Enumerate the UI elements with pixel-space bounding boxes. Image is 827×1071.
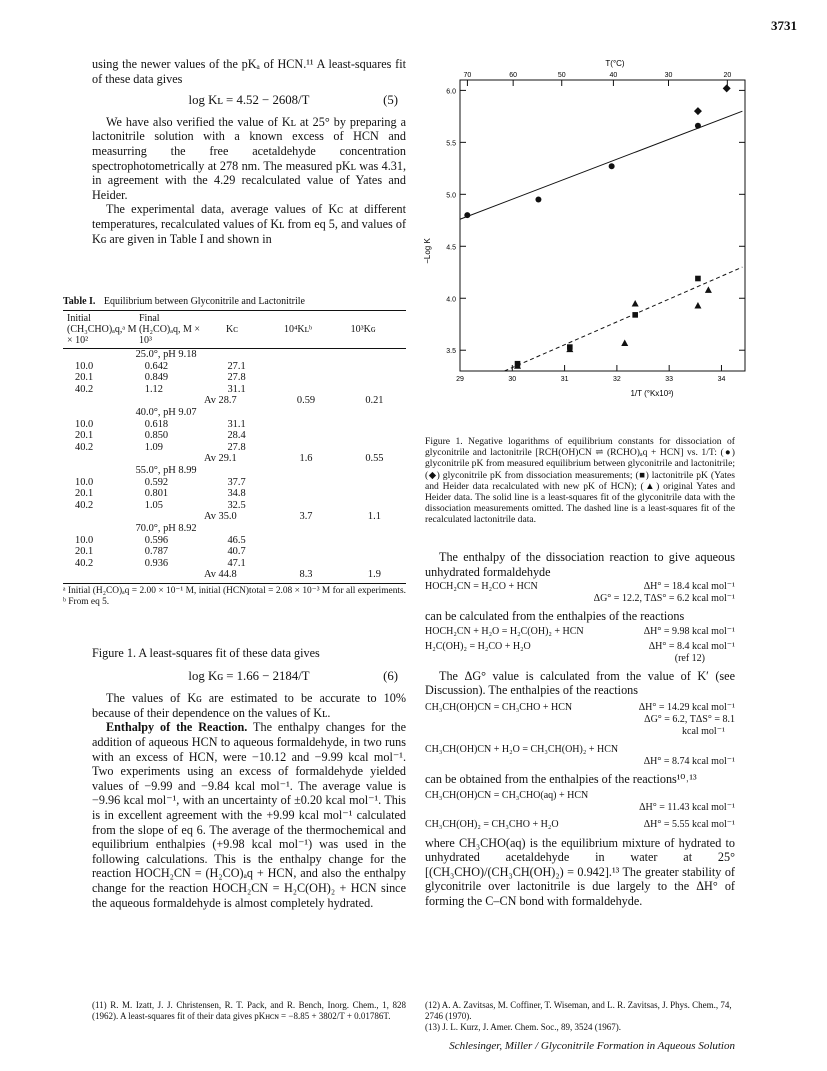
th-kl: 10⁴Kʟᵇ bbox=[283, 324, 313, 335]
equation-5-number: (5) bbox=[383, 93, 398, 108]
table-cell: 40.2 bbox=[75, 499, 94, 511]
table-cell: 0.596 bbox=[144, 534, 169, 546]
reaction-4 bbox=[425, 702, 735, 738]
th-kc: Kᴄ bbox=[225, 324, 238, 335]
reaction-2-equation: HOCH₂CN + H₂O = H₂C(OH)₂ + HCN bbox=[425, 625, 584, 637]
triangle-point bbox=[694, 302, 701, 309]
table-cell: 1.12 bbox=[144, 383, 163, 395]
x-tick-label: 32 bbox=[612, 376, 621, 383]
footnotes-right bbox=[425, 1000, 735, 1033]
equation-5 bbox=[92, 93, 406, 108]
table-cell: 10.0 bbox=[75, 418, 94, 430]
reaction-1-dh: ΔH° = 18.4 kcal mol⁻¹ bbox=[643, 581, 735, 593]
table-cell: 0.787 bbox=[144, 546, 169, 558]
table-caption-text: Equilibrium between Glyconitrile and Lactonitrile bbox=[103, 296, 305, 307]
reaction-3-ref: (ref 12) bbox=[674, 652, 705, 664]
reaction-5-equation: CH₃CH(OH)CN + H₂O = CH₃CH(OH)₂ + HCN bbox=[425, 743, 619, 755]
reaction-4-equation: CH₃CH(OH)CN = CH₃CHO + HCN bbox=[425, 701, 573, 713]
reaction-3 bbox=[425, 641, 735, 665]
table-cell: 10.0 bbox=[75, 476, 94, 488]
table-condition-row bbox=[63, 465, 406, 477]
table-row bbox=[63, 488, 406, 500]
table-average-row bbox=[63, 511, 406, 523]
table-cell: 40.7 bbox=[227, 546, 246, 558]
circle-point bbox=[695, 123, 701, 129]
top-axis-label: T(°C) bbox=[605, 59, 625, 68]
table-average-cell: 0.55 bbox=[365, 453, 384, 465]
left-column-lower bbox=[92, 646, 406, 910]
table-body bbox=[63, 349, 406, 581]
reaction-4-unit: kcal mol⁻¹ bbox=[682, 725, 725, 737]
page-footer: Schlesinger, Miller / Glyconitrile Formation in Aqueous Solution bbox=[449, 1040, 735, 1052]
reaction-5 bbox=[425, 744, 735, 768]
paragraph-dissociation: The enthalpy of the dissociation reaction to give aqueous unhydrated formaldehyde bbox=[425, 550, 735, 579]
th-final: Final (H₂CO)ₐq, M × 10³ bbox=[139, 313, 201, 346]
reaction-4-dh: ΔH° = 14.29 kcal mol⁻¹ bbox=[638, 701, 735, 713]
equation-6 bbox=[92, 669, 406, 684]
y-tick-label: 5.0 bbox=[446, 192, 456, 200]
table-condition-row bbox=[63, 523, 406, 535]
table-row bbox=[63, 546, 406, 558]
table-row bbox=[63, 430, 406, 442]
equation-6-body: log Kɢ = 1.66 − 2184/T bbox=[188, 668, 310, 683]
table-cell: 47.1 bbox=[227, 557, 246, 569]
table-cell: 0.850 bbox=[144, 430, 169, 442]
condition-cell: 40.0°, pH 9.07 bbox=[135, 406, 197, 418]
circle-point bbox=[464, 212, 470, 218]
table-cell: 34.8 bbox=[227, 488, 246, 500]
table-average-cell: 3.7 bbox=[299, 511, 313, 523]
intro-text: using the newer values of the pKₐ of HCN.¹¹ A least-squares fit of these data gives bbox=[92, 57, 406, 86]
y-tick-label: 6.0 bbox=[446, 88, 456, 96]
table-cell: 27.1 bbox=[227, 360, 246, 372]
reaction-2 bbox=[425, 626, 735, 638]
enthalpy-heading: Enthalpy of the Reaction. bbox=[106, 720, 248, 735]
reaction-6 bbox=[425, 790, 735, 814]
table-cell: 20.1 bbox=[75, 430, 94, 442]
table-cell: 27.8 bbox=[227, 372, 246, 384]
reaction-4-dg: ΔG° = 6.2, TΔS° = 8.1 bbox=[644, 713, 735, 725]
table-cell: 37.7 bbox=[227, 476, 246, 488]
table-cell: 1.05 bbox=[144, 499, 163, 511]
paragraph-verify: We have also verified the value of Kʟ at 25° by preparing a lactonitrile solution with a known excess of HCN and measurring the free acetaldehyde concentration spectrophotometrically at 278 nm. The measured pKʟ was 4.31, in agreement with the 4.29 recalculated value of Yates and Heider. bbox=[92, 114, 406, 202]
reaction-1-dg: ΔG° = 12.2, TΔS° = 6.2 kcal mol⁻¹ bbox=[593, 593, 735, 605]
table-average-cell: Av 28.7 bbox=[203, 395, 237, 407]
y-tick-label: 3.5 bbox=[446, 348, 456, 356]
table-average-row bbox=[63, 569, 406, 581]
circle-point bbox=[535, 197, 541, 203]
reaction-7-equation: CH₃CH(OH)₂ = CH₃CHO + H₂O bbox=[425, 818, 559, 830]
fit-line-dashed bbox=[504, 267, 742, 371]
condition-cell: 70.0°, pH 8.92 bbox=[135, 522, 197, 534]
diamond-point bbox=[694, 107, 702, 115]
table-average-row bbox=[63, 395, 406, 407]
square-point bbox=[632, 312, 638, 318]
y-tick-label: 4.5 bbox=[446, 244, 456, 252]
table-average-cell: Av 29.1 bbox=[203, 453, 237, 465]
page-number: 3731 bbox=[771, 18, 797, 33]
reaction-7 bbox=[425, 819, 735, 831]
plot-frame bbox=[460, 80, 745, 371]
top-tick-label: 70 bbox=[463, 72, 472, 79]
table-row bbox=[63, 558, 406, 570]
table-1 bbox=[63, 296, 406, 608]
square-point bbox=[695, 276, 701, 282]
table-header bbox=[63, 311, 406, 348]
circle-point bbox=[609, 163, 615, 169]
table-cell: 1.09 bbox=[144, 441, 163, 453]
table-average-cell: Av 44.8 bbox=[203, 569, 237, 581]
diamond-point bbox=[723, 84, 731, 92]
x-axis-label: 1/T (°Kx10³) bbox=[630, 389, 674, 398]
paragraph-where: where CH₃CHO(aq) is the equilibrium mixture of hydrated to unhydrated acetaldehyde in water at 25° [(CH₃CHO)/(CH₃CH(OH)₂) = 0.942].¹³ The greater stability of glyconitrile over lactonitrile is due largely to the ΔH° of forming the C–CN bond with formaldehyde. bbox=[425, 835, 735, 908]
table-cell: 0.642 bbox=[144, 360, 169, 372]
table-caption bbox=[63, 296, 406, 307]
table-row bbox=[63, 477, 406, 489]
table-average-cell: 1.6 bbox=[299, 453, 313, 465]
table-cell: 0.849 bbox=[144, 372, 169, 384]
table-cell: 27.8 bbox=[227, 441, 246, 453]
table-average-cell: 0.59 bbox=[296, 395, 316, 407]
figure-caption: Figure 1. Negative logarithms of equilibrium constants for dissociation of glyconitrile and lactonitrile [RCH(OH)CN ⇌ (RCHO)ₐq + HCN] vs. 1/T: (●) glyconitrile pK from measured equilibrium between glyconitrile and lactonitrile; (◆) glyconitrile pK from dissociation measurements; (■) lactonitrile pK (Yates and Heider data recalculated with new pK of HCN); (▲) original Yates and Heider data. The solid line is a least-squares fit of the glyconitrile data with the dissociation measurements omitted. The dashed line is a least-squares fit of the recalculated lactonitrile data. bbox=[425, 436, 735, 526]
table-cell: 31.1 bbox=[227, 383, 246, 395]
table-condition-row bbox=[63, 349, 406, 361]
condition-cell: 25.0°, pH 9.18 bbox=[135, 349, 197, 360]
table-row bbox=[63, 384, 406, 396]
table-cell: 40.2 bbox=[75, 441, 94, 453]
table-cell: 0.618 bbox=[144, 418, 169, 430]
triangle-point bbox=[621, 339, 628, 346]
table-footnote: ᵃ Initial (H₂CO)ₐq = 2.00 × 10⁻¹ M, initial (HCN)total = 2.08 × 10⁻³ M for all experiments. ᵇ From eq 5. bbox=[63, 585, 406, 607]
reaction-6-equation: CH₃CH(OH)CN = CH₃CHO(aq) + HCN bbox=[425, 789, 589, 801]
obtained-text: can be obtained from the enthalpies of the reactions¹⁰˒¹³ bbox=[425, 771, 697, 786]
paragraph-experimental: The experimental data, average values of Kᴄ at different temperatures, recalculated values of Kʟ from eq 5, and values of Kɢ are given in Table I and shown in bbox=[92, 202, 406, 246]
table-cell: 0.592 bbox=[144, 476, 169, 488]
table-row bbox=[63, 442, 406, 454]
x-tick-label: 30 bbox=[508, 376, 517, 383]
paragraph-accuracy: The values of Kɢ are estimated to be accurate to 10% because of their dependence on the values of Kʟ. bbox=[92, 691, 406, 720]
th-kg: 10³Kɢ bbox=[350, 324, 376, 335]
footnote-11: (11) R. M. Izatt, J. J. Christensen, R. T. Pack, and R. Bench, Inorg. Chem., 1, 828 (1962). A least-squares fit of their data gives pKʜᴄɴ = −8.85 + 3802/T + 0.01786T. bbox=[92, 1000, 406, 1021]
top-tick-label: 60 bbox=[509, 72, 518, 79]
table-row bbox=[63, 419, 406, 431]
y-tick-label: 4.0 bbox=[446, 296, 456, 304]
x-tick-label: 34 bbox=[717, 376, 726, 383]
table-average-cell: 0.21 bbox=[365, 395, 384, 407]
table-cell: 46.5 bbox=[227, 534, 246, 546]
reaction-1-equation: HOCH₂CN = H₂CO + HCN bbox=[425, 581, 538, 593]
footnote-13: (13) J. L. Kurz, J. Amer. Chem. Soc., 89, 3524 (1967). bbox=[425, 1022, 621, 1032]
table-row bbox=[63, 535, 406, 547]
reaction-3-equation: H₂C(OH)₂ = H₂CO + H₂O bbox=[425, 640, 531, 652]
top-tick-label: 20 bbox=[723, 72, 732, 79]
table-average-cell: 1.1 bbox=[367, 511, 381, 523]
table-condition-row bbox=[63, 407, 406, 419]
table-row bbox=[63, 500, 406, 512]
th-initial: Initial (CH₃CHO)ₐq,ᵃ M × 10² bbox=[67, 313, 137, 346]
top-tick-label: 40 bbox=[609, 72, 618, 79]
table-cell: 20.1 bbox=[75, 546, 94, 558]
figure-1-reference: Figure 1. A least-squares fit of these data gives bbox=[92, 646, 320, 660]
y-tick-label: 5.5 bbox=[446, 140, 456, 148]
y-axis-label: −Log K bbox=[423, 238, 432, 264]
table-cell: 0.801 bbox=[144, 488, 169, 500]
left-column bbox=[92, 57, 406, 246]
triangle-point bbox=[705, 286, 712, 293]
table-cell: 28.4 bbox=[227, 430, 246, 442]
table-average-cell: Av 35.0 bbox=[203, 511, 237, 523]
table-average-cell: 8.3 bbox=[299, 569, 313, 581]
table-cell: 10.0 bbox=[75, 534, 94, 546]
table-row bbox=[63, 372, 406, 384]
table-row bbox=[63, 361, 406, 373]
right-column bbox=[425, 550, 735, 909]
footnote-12: (12) A. A. Zavitsas, M. Coffiner, T. Wiseman, and L. R. Zavitsas, J. Phys. Chem., 74, 2746 (1970). bbox=[425, 1000, 732, 1021]
condition-cell: 55.0°, pH 8.99 bbox=[135, 464, 197, 476]
paragraph-enthalpy bbox=[92, 720, 406, 910]
table-cell: 0.936 bbox=[144, 557, 169, 569]
calc-text: can be calculated from the enthalpies of the reactions bbox=[425, 609, 685, 624]
top-tick-label: 50 bbox=[557, 72, 566, 79]
table-caption-label: Table I. bbox=[63, 296, 96, 307]
reaction-2-dh: ΔH° = 9.98 kcal mol⁻¹ bbox=[643, 625, 735, 637]
table-cell: 40.2 bbox=[75, 557, 94, 569]
reaction-6-dh: ΔH° = 11.43 kcal mol⁻¹ bbox=[639, 801, 735, 813]
table-cell: 20.1 bbox=[75, 488, 94, 500]
reaction-1 bbox=[425, 581, 735, 605]
table-average-cell: 1.9 bbox=[367, 569, 381, 581]
equation-5-body: log Kʟ = 4.52 − 2608/T bbox=[188, 93, 310, 108]
enthalpy-text: The enthalpy changes for the addition of aqueous HCN to aqueous formaldehyde, in two runs with an excess of HCN, were −10.12 and −9.99 kcal mol⁻¹. Two experiments using an excess of formaldehyde yielded values of −9.99 and −9.84 kcal mol⁻¹. The average value is −9.96 kcal mol⁻¹, with an uncertainty of ±0.20 kcal mol⁻¹. This is in excellent agreement with the +9.99 kcal mol⁻¹ calculated from the slope of eq 6. The average of the thermochemical and equilibrium enthalpies (+9.98 kcal mol⁻¹) was used in the following calculations. This is the enthalpy change for the reaction HOCH₂CN = (H₂CO)ₐq + HCN, and also the enthalpy change for the reaction HOCH₂CN = H₂C(OH)₂ + HCN since the aqueous formaldehyde is almost completely hydrated. bbox=[92, 720, 406, 910]
paragraph-dg: The ΔG° value is calculated from the value of K′ (see Discussion). The enthalpies of the reactions bbox=[425, 668, 735, 698]
equation-6-number: (6) bbox=[383, 668, 398, 683]
table-cell: 20.1 bbox=[75, 372, 94, 384]
table-cell: 40.2 bbox=[75, 383, 94, 395]
figure-1-chart bbox=[420, 56, 760, 401]
reaction-5-dh: ΔH° = 8.74 kcal mol⁻¹ bbox=[643, 755, 735, 767]
reaction-3-dh: ΔH° = 8.4 kcal mol⁻¹ bbox=[648, 640, 735, 652]
table-cell: 32.5 bbox=[227, 499, 246, 511]
reaction-7-dh: ΔH° = 5.55 kcal mol⁻¹ bbox=[643, 818, 735, 830]
x-tick-label: 29 bbox=[456, 376, 464, 383]
table-cell: 31.1 bbox=[227, 418, 246, 430]
table-cell: 10.0 bbox=[75, 360, 94, 372]
x-tick-label: 33 bbox=[665, 376, 674, 383]
triangle-point bbox=[632, 300, 639, 307]
x-tick-label: 31 bbox=[560, 376, 569, 383]
table-average-row bbox=[63, 453, 406, 465]
top-tick-label: 30 bbox=[664, 72, 673, 79]
